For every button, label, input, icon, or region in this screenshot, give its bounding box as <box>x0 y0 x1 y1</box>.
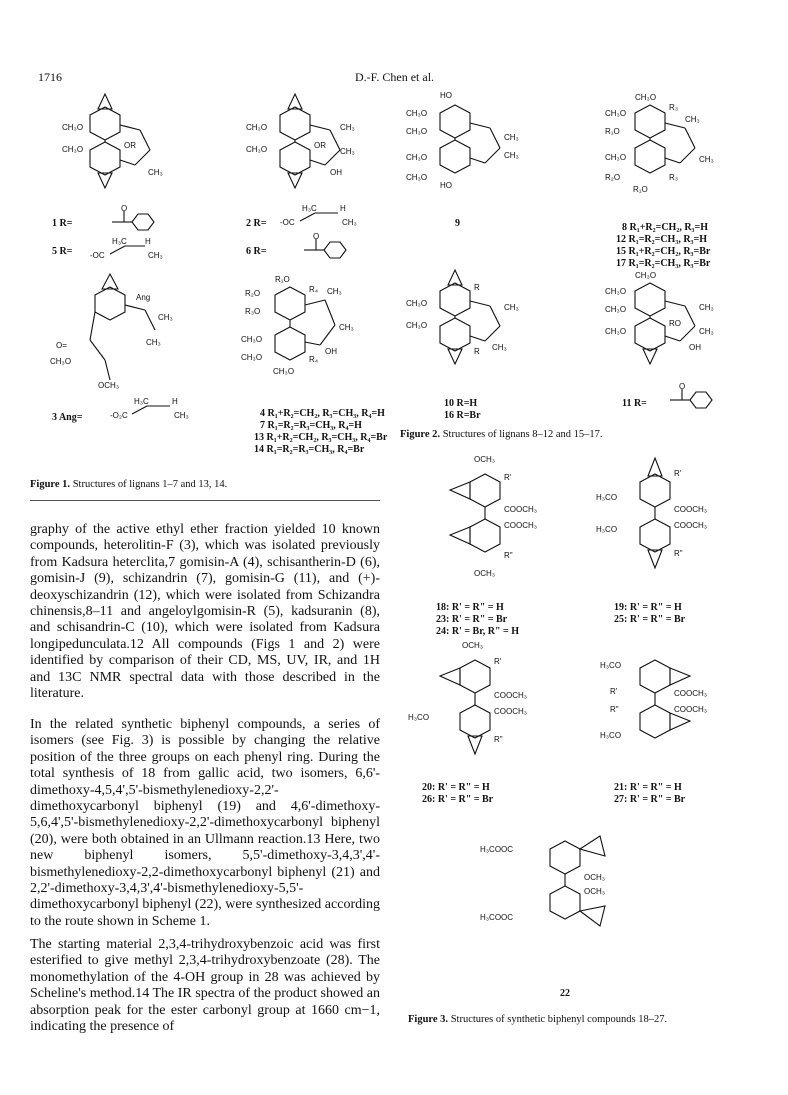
svg-text:CH₃: CH₃ <box>504 151 519 160</box>
figure-3 <box>400 452 760 1012</box>
figure-1 <box>30 90 388 490</box>
svg-text:R₄: R₄ <box>309 355 319 364</box>
label-compound-15: 15 R₁+R₂=CH₂, R₃=Br <box>616 246 711 257</box>
svg-text:R₂O: R₂O <box>245 289 261 298</box>
label-compound-17: 17 R₁=R₂=CH₃, R₃=Br <box>616 258 711 269</box>
svg-text:R': R' <box>674 469 682 478</box>
figure-2-caption <box>400 428 760 441</box>
svg-text:H₃C: H₃C <box>134 397 149 406</box>
svg-text:OCH₃: OCH₃ <box>462 641 484 650</box>
structure-2 <box>240 90 370 200</box>
paragraph-2: In the related synthetic biphenyl compounds, a series of isomers (see Fig. 3) is possible by changing the relative position of the three groups on each phenyl ring. During the total synthesis of 18 from gallic acid, two isomers, 6,6'-dimethoxy-4,5,4',5'-bismethylenedioxy-2,2'-dimethoxycarbonyl biphenyl (19) and 4,6'-dimethoxy-5,6,4',5'-bismethylenedioxy-2,2'-dimethoxycarbonyl biphenyl (20), were both obtained in an Ullmann reaction.13 Here, two new biphenyl isomers, 5,5'-dimethoxy-3,4,3',4'-bismethylenedioxy-2,2-dimethoxycarbonyl biphenyl (21) and 2,2'-dimethoxy-3,4,3',4'-bismethylenedioxy-5,5'-dimethoxycarbonyl biphenyl (22), were synthesized according to the route shown in Scheme 1. <box>30 717 380 929</box>
svg-text:R₁O: R₁O <box>605 127 620 136</box>
svg-text:COOCH₃: COOCH₃ <box>674 689 708 698</box>
label-compound-7: 7 R₁=R₂=R₃=CH₃, R₄=H <box>260 420 362 431</box>
svg-text:R₃O: R₃O <box>245 307 261 316</box>
svg-text:-OC: -OC <box>90 251 105 260</box>
svg-text:COOCH₃: COOCH₃ <box>674 521 708 530</box>
svg-text:CH₃O: CH₃O <box>605 287 627 296</box>
svg-text:COOCH₃: COOCH₃ <box>674 705 708 714</box>
svg-text:H₃CO: H₃CO <box>600 731 622 740</box>
svg-text:O: O <box>313 232 320 241</box>
label-compound-4: 4 R₁+R₂=CH₂, R₃=CH₃, R₄=H <box>260 408 385 419</box>
structure-3 <box>50 270 190 390</box>
svg-text:H₃C: H₃C <box>302 204 317 213</box>
svg-text:R₃: R₃ <box>669 173 679 182</box>
running-title: D.-F. Chen et al. <box>355 70 435 84</box>
angeloyl-group-5 <box>90 236 170 264</box>
svg-text:R': R' <box>504 473 512 482</box>
label-compound-27: 27: R' = R" = Br <box>614 794 686 805</box>
svg-text:CH₃O: CH₃O <box>406 109 428 118</box>
svg-text:H₃CO: H₃CO <box>408 713 430 722</box>
label-compound-9: 9 <box>455 218 460 229</box>
svg-text:OCH₃: OCH₃ <box>474 455 496 464</box>
svg-text:CH₃O: CH₃O <box>406 321 428 330</box>
svg-text:R': R' <box>610 687 618 696</box>
label-compound-10: 10 R=H <box>444 398 478 409</box>
svg-text:CH₃O: CH₃O <box>406 299 428 308</box>
structure-1 <box>50 90 170 200</box>
svg-text:OCH₃: OCH₃ <box>584 873 606 882</box>
svg-text:CH₃O: CH₃O <box>635 93 657 102</box>
svg-text:CH₃: CH₃ <box>492 343 507 352</box>
svg-text:O=: O= <box>56 341 67 350</box>
svg-text:CH₃O: CH₃O <box>406 153 428 162</box>
figure-3-caption <box>408 1013 768 1026</box>
paragraph-1: graphy of the active ethyl ether fraction yielded 10 known compounds, heterolitin-F (3), which was isolated previously from Kadsura heterclita,7 gomisin-A (4), schisantherin-D (6), gomisin-J (9), schizandrin (7), gomisin-G (11), and (+)-deoxyschizandrin (12), which were isolated from Schizandra chinensis,8–11 and angeloylgomisin-R (5), kadsuranin (8), and schisandrin-C (10), which were isolated from Kadsura longipedunculata.12 All compounds (Figs 1 and 2) were identified by comparison of their CD, MS, UV, IR, and 1H and 13C NMR spectral data with those described in the literature. <box>30 522 380 702</box>
label-compound-2: 2 R= <box>246 218 267 229</box>
svg-text:OR: OR <box>314 141 326 150</box>
structure-11 <box>595 266 755 386</box>
svg-text:COOCH₃: COOCH₃ <box>674 505 708 514</box>
label-compound-22: 22 <box>560 988 570 999</box>
structure-4 <box>235 270 375 400</box>
svg-text:CH₃: CH₃ <box>685 115 700 124</box>
figure-3-caption-text: Structures of synthetic biphenyl compounds 18–27. <box>450 1014 668 1025</box>
figure-2-caption-label: Figure 2. <box>400 429 441 440</box>
svg-text:CH₃O: CH₃O <box>50 357 72 366</box>
structure-8 <box>595 88 755 208</box>
svg-text:CH₃O: CH₃O <box>246 123 268 132</box>
svg-text:O: O <box>679 382 686 391</box>
svg-text:COOCH₃: COOCH₃ <box>504 505 538 514</box>
label-compound-25: 25: R' = R" = Br <box>614 614 686 625</box>
svg-text:-O₂C: -O₂C <box>110 411 128 420</box>
svg-text:Ang: Ang <box>136 293 151 302</box>
svg-text:O: O <box>121 204 128 213</box>
svg-text:CH₃: CH₃ <box>699 155 714 164</box>
svg-text:R₁O: R₁O <box>633 185 648 194</box>
svg-text:CH₃: CH₃ <box>504 133 519 142</box>
svg-text:CH₃O: CH₃O <box>273 367 295 376</box>
figure-1-caption-label: Figure 1. <box>30 479 71 490</box>
label-compound-5: 5 R= <box>52 246 73 257</box>
svg-text:R₂O: R₂O <box>605 173 621 182</box>
svg-text:OH: OH <box>330 168 342 177</box>
label-compound-18: 18: R' = R" = H <box>436 602 504 613</box>
svg-text:COOCH₃: COOCH₃ <box>504 521 538 530</box>
svg-text:OCH₃: OCH₃ <box>584 887 606 896</box>
svg-text:CH₃O: CH₃O <box>241 353 263 362</box>
svg-text:OCH₃: OCH₃ <box>98 381 120 390</box>
svg-text:R": R" <box>674 549 683 558</box>
structure-20 <box>400 638 570 778</box>
svg-text:OCH₃: OCH₃ <box>474 569 496 578</box>
svg-text:CH₃O: CH₃O <box>605 109 627 118</box>
benzoyl-group-11 <box>668 382 718 410</box>
svg-text:CH₃: CH₃ <box>699 303 714 312</box>
label-compound-1: 1 R= <box>52 218 73 229</box>
svg-text:CH₃: CH₃ <box>342 218 357 227</box>
label-compound-3: 3 Ang= <box>52 412 83 423</box>
label-compound-6: 6 R= <box>246 246 267 257</box>
svg-text:R: R <box>474 347 480 356</box>
svg-text:CH₃: CH₃ <box>174 411 189 420</box>
svg-text:CH₃: CH₃ <box>339 323 354 332</box>
benzoyl-group <box>110 204 160 232</box>
label-compound-21: 21: R' = R" = H <box>614 782 682 793</box>
svg-text:CH₃: CH₃ <box>148 251 163 260</box>
structure-22 <box>480 814 650 964</box>
svg-text:OH: OH <box>325 347 337 356</box>
svg-text:CH₃: CH₃ <box>340 147 355 156</box>
structure-18 <box>420 452 580 592</box>
svg-text:H: H <box>172 397 178 406</box>
label-compound-19: 19: R' = R" = H <box>614 602 682 613</box>
figure-2 <box>400 88 760 448</box>
svg-text:R": R" <box>504 551 513 560</box>
structure-9 <box>400 88 540 208</box>
angeloyl-group-3 <box>110 396 200 424</box>
svg-text:HO: HO <box>440 91 452 100</box>
svg-text:H: H <box>340 204 346 213</box>
svg-text:CH₃: CH₃ <box>158 313 173 322</box>
structure-19 <box>590 452 750 592</box>
svg-text:COOCH₃: COOCH₃ <box>494 691 528 700</box>
label-compound-12: 12 R₁=R₂=CH₃, R₃=H <box>616 234 708 245</box>
figure-2-caption-text: Structures of lignans 8–12 and 15–17. <box>442 429 603 440</box>
svg-text:CH₃O: CH₃O <box>246 145 268 154</box>
svg-text:CH₃O: CH₃O <box>406 173 428 182</box>
svg-text:RO: RO <box>669 319 681 328</box>
svg-text:R₄: R₄ <box>309 285 319 294</box>
svg-text:R': R' <box>494 657 502 666</box>
svg-text:H₃CO: H₃CO <box>596 525 618 534</box>
figure-1-caption-text: Structures of lignans 1–7 and 13, 14. <box>72 479 228 490</box>
svg-text:H₃C: H₃C <box>112 237 127 246</box>
svg-text:H₃CO: H₃CO <box>596 493 618 502</box>
svg-text:CH₃O: CH₃O <box>62 123 84 132</box>
svg-text:CH₃: CH₃ <box>148 168 163 177</box>
svg-text:CH₃O: CH₃O <box>406 127 428 136</box>
svg-text:CH₃O: CH₃O <box>635 271 657 280</box>
label-compound-16: 16 R=Br <box>444 410 481 421</box>
label-compound-14: 14 R₁=R₂=R₃=CH₃, R₄=Br <box>254 444 365 455</box>
svg-text:CH₃: CH₃ <box>504 303 519 312</box>
svg-text:H₃CO: H₃CO <box>600 661 622 670</box>
svg-text:R: R <box>474 283 480 292</box>
label-compound-23: 23: R' = R" = Br <box>436 614 508 625</box>
svg-text:CH₃O: CH₃O <box>62 145 84 154</box>
figure-1-rule <box>30 500 380 501</box>
svg-text:R₁O: R₁O <box>275 275 290 284</box>
svg-text:OR: OR <box>124 141 136 150</box>
svg-text:OH: OH <box>689 343 701 352</box>
svg-text:CH₃: CH₃ <box>340 123 355 132</box>
label-compound-11: 11 R= <box>622 398 647 409</box>
svg-text:-OC: -OC <box>280 218 295 227</box>
structure-21 <box>590 638 750 778</box>
svg-text:CH₃O: CH₃O <box>605 305 627 314</box>
svg-text:CH₃: CH₃ <box>327 287 342 296</box>
figure-1-caption <box>30 478 380 491</box>
svg-text:R₃: R₃ <box>669 103 679 112</box>
svg-text:R": R" <box>494 735 503 744</box>
paragraph-3: The starting material 2,3,4-trihydroxybenzoic acid was first esterified to give methyl 2,3,4-trihydroxybenzoate (28). The monomethylation of the 4-OH group in 28 was achieved by Scheline's method.14 The IR spectra of the product showed an absorption peak for the ester carbonyl group at 1660 cm−1, indicating the presence of <box>30 937 380 1035</box>
benzoyl-group-6 <box>302 232 352 260</box>
svg-text:H: H <box>145 237 151 246</box>
svg-text:R": R" <box>610 705 619 714</box>
page-number: 1716 <box>38 70 62 84</box>
label-compound-8: 8 R₁+R₂=CH₂, R₃=H <box>622 222 709 233</box>
figure-3-caption-label: Figure 3. <box>408 1014 449 1025</box>
label-compound-24: 24: R' = Br, R" = H <box>436 626 519 637</box>
svg-text:H₃COOC: H₃COOC <box>480 913 514 922</box>
svg-text:CH₃: CH₃ <box>146 338 161 347</box>
svg-text:COOCH₃: COOCH₃ <box>494 707 528 716</box>
label-compound-13: 13 R₁+R₂=CH₂, R₃=CH₃, R₄=Br <box>254 432 388 443</box>
svg-text:H₃COOC: H₃COOC <box>480 845 514 854</box>
label-compound-26: 26: R' = R" = Br <box>422 794 494 805</box>
svg-text:CH₃O: CH₃O <box>605 327 627 336</box>
structure-10 <box>400 266 550 386</box>
svg-text:CH₃: CH₃ <box>699 327 714 336</box>
label-compound-20: 20: R' = R" = H <box>422 782 490 793</box>
svg-text:CH₃O: CH₃O <box>605 153 627 162</box>
svg-text:CH₃O: CH₃O <box>241 335 263 344</box>
svg-text:HO: HO <box>440 181 452 190</box>
angeloyl-group-2 <box>280 203 370 231</box>
